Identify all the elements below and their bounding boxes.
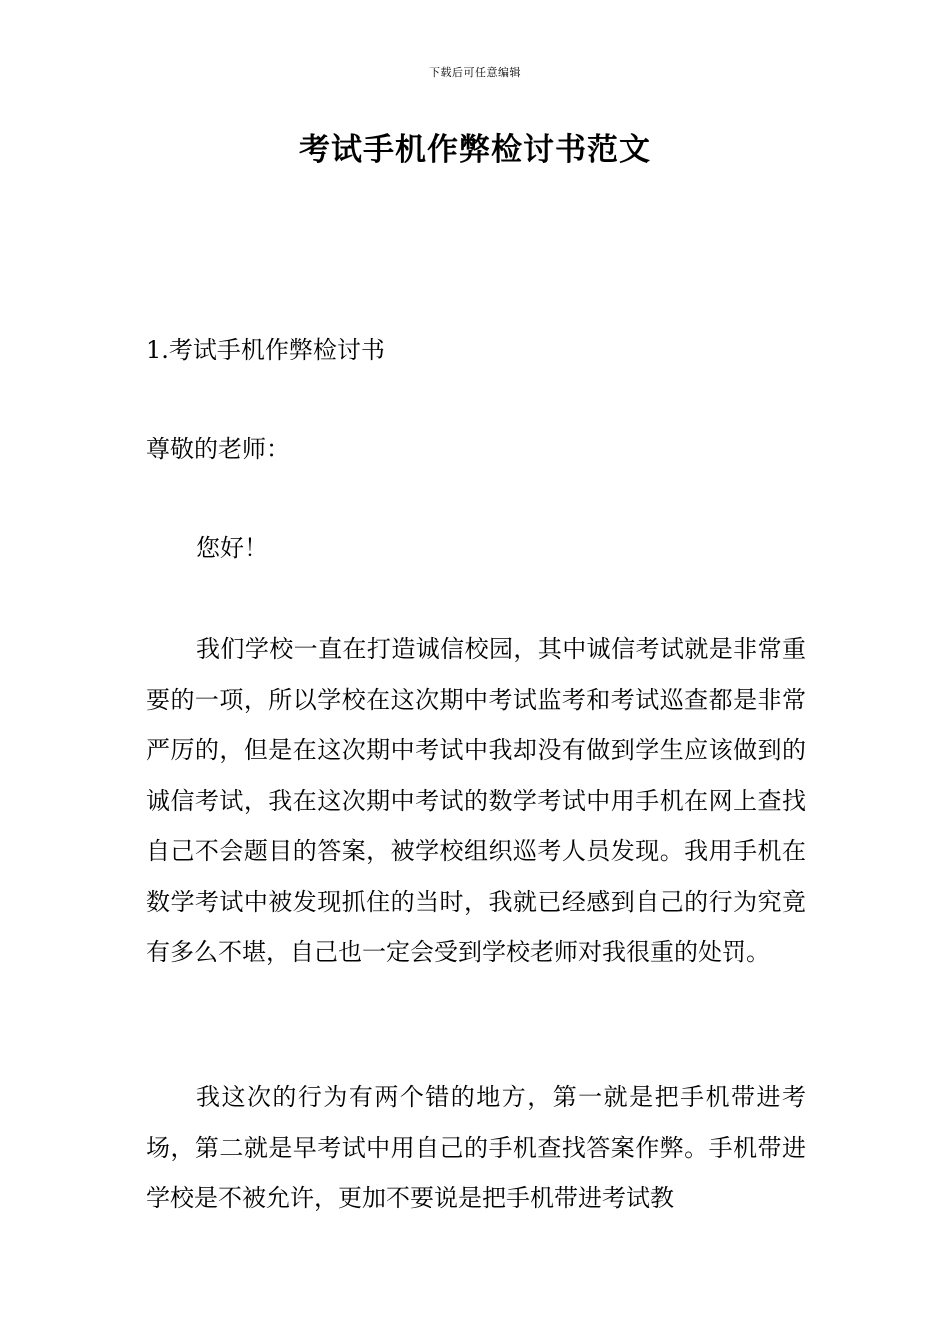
greeting: 您好！ (196, 534, 268, 562)
body-paragraph: 我这次的行为有两个错的地方，第一就是把手机带进考场，第二就是早考试中用自己的手机查找答案作弊。手机带进学校是不被允许，更加不要说是把手机带进考试教 (146, 1083, 806, 1212)
salutation: 尊敬的老师： (146, 435, 290, 463)
document-title: 考试手机作弊检讨书范文 (299, 132, 651, 168)
header-note: 下载后可任意编辑 (429, 66, 521, 79)
section-heading: 1.考试手机作弊检讨书 (146, 336, 385, 364)
body-paragraph: 我们学校一直在打造诚信校园，其中诚信考试就是非常重要的一项，所以学校在这次期中考试监考和考试巡查都是非常严厉的，但是在这次期中考试中我却没有做到学生应该做到的诚信考试，我在这次期中考试的数学考试中用手机在网上查找自己不会题目的答案，被学校组织巡考人员发现。我用手机在数学考试中被发现抓住的当时，我就已经感到自己的行为究竟有多么不堪，自己也一定会受到学校老师对我很重的处罚。 (146, 635, 806, 966)
